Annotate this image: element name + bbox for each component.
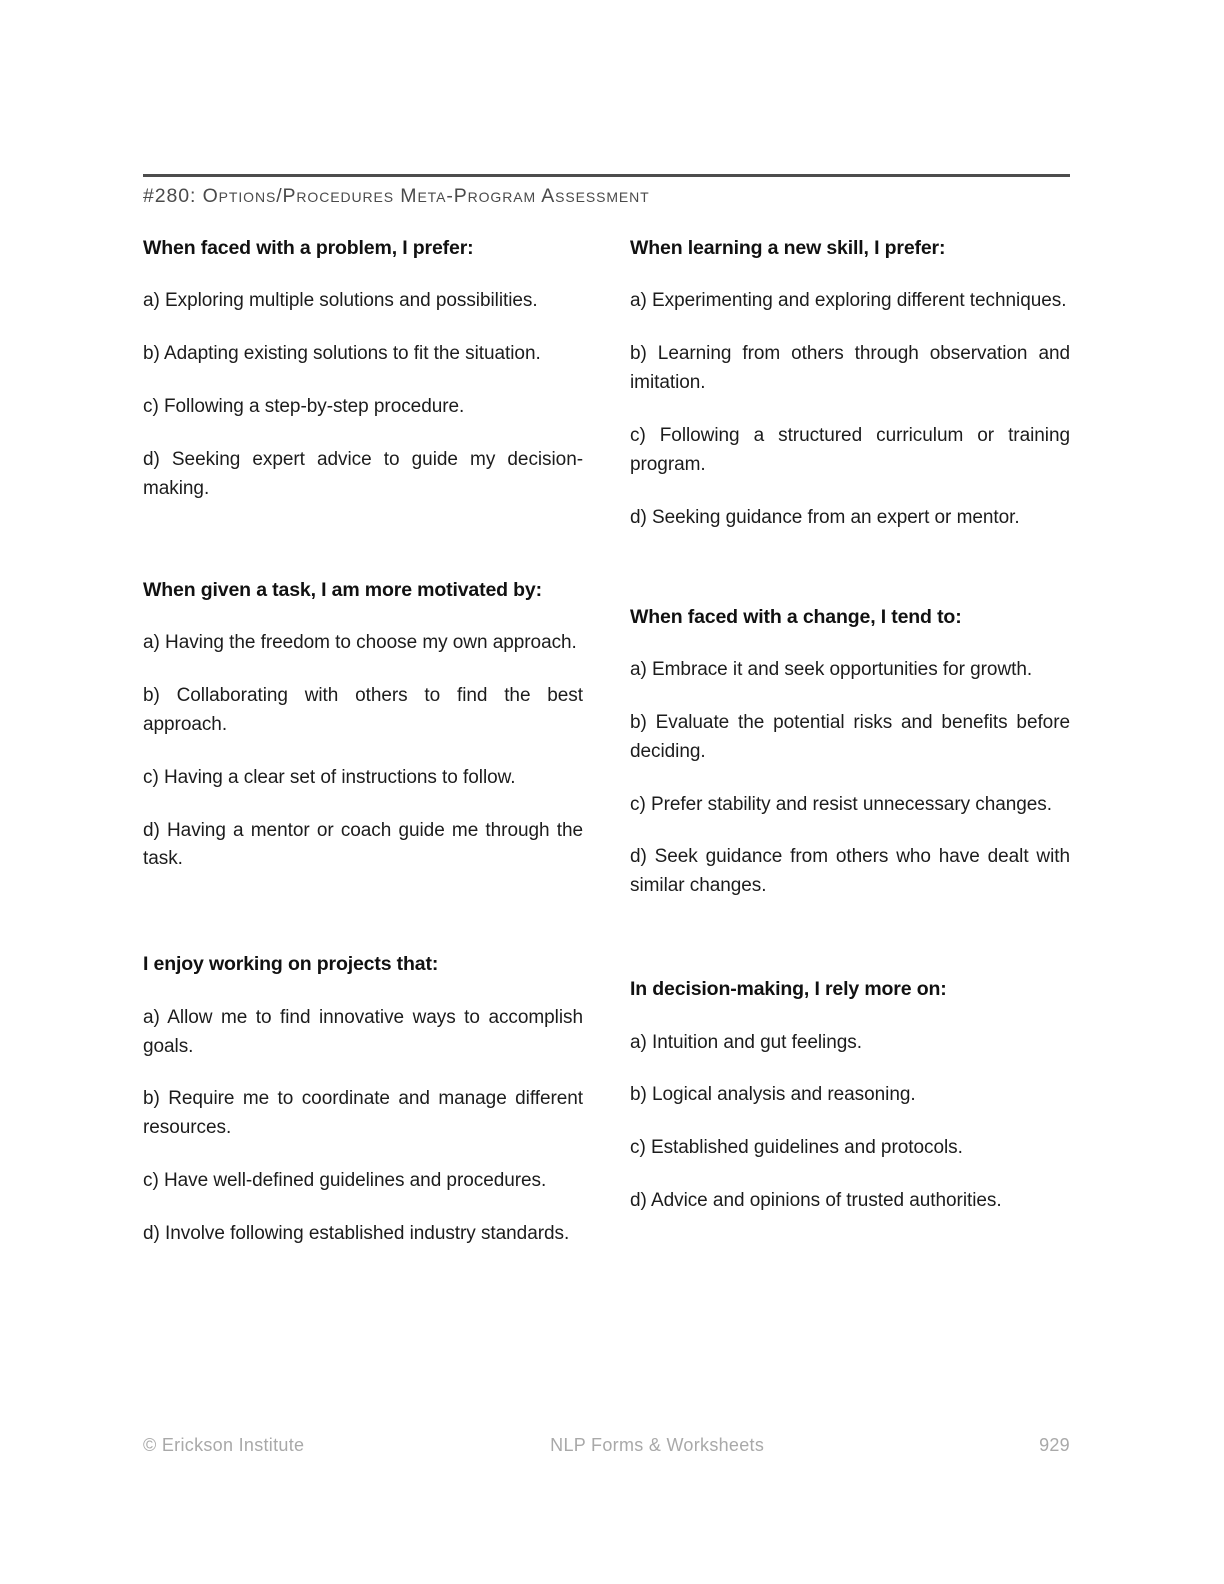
right-column: [630, 236, 1070, 1249]
header-divider-rule: [143, 174, 1070, 177]
question-option: a) Experimenting and exploring different techniques.: [630, 290, 1067, 312]
question-block: [630, 236, 1070, 533]
question-block: [630, 605, 1070, 902]
question-option: a) Having the freedom to choose my own approach.: [143, 632, 577, 654]
question-heading: In decision-making, I rely more on:: [630, 978, 947, 1001]
question-heading: When faced with a change, I tend to:: [630, 605, 962, 628]
question-option: b) Collaborating with others to find the best approach.: [143, 684, 583, 735]
question-option: c) Having a clear set of instructions to follow.: [143, 766, 516, 788]
question-option: b) Require me to coordinate and manage different resources.: [143, 1088, 583, 1139]
question-option: a) Intuition and gut feelings.: [630, 1031, 862, 1053]
question-option: a) Exploring multiple solutions and possibilities.: [143, 290, 538, 312]
question-option: c) Established guidelines and protocols.: [630, 1137, 963, 1159]
left-column: [143, 236, 583, 1249]
question-option: d) Seek guidance from others who have dealt with similar changes.: [630, 846, 1070, 897]
question-option: a) Allow me to find innovative ways to accomplish goals.: [143, 1006, 583, 1057]
question-option: b) Evaluate the potential risks and benefits before deciding.: [630, 711, 1070, 762]
question-heading: When given a task, I am more motivated by:: [143, 578, 542, 601]
question-option: c) Following a step-by-step procedure.: [143, 396, 465, 418]
question-block: [143, 236, 583, 504]
question-option: b) Learning from others through observation and imitation.: [630, 343, 1070, 394]
question-option: d) Seeking guidance from an expert or mentor.: [630, 506, 1020, 528]
question-option: c) Prefer stability and resist unnecessary changes.: [630, 793, 1052, 815]
question-heading: When learning a new skill, I prefer:: [630, 237, 946, 259]
two-column-body: [143, 236, 1070, 1249]
page-footer: [143, 1435, 1070, 1456]
question-heading: When faced with a problem, I prefer:: [143, 237, 474, 259]
question-option: d) Advice and opinions of trusted authorities.: [630, 1190, 1002, 1212]
question-option: b) Adapting existing solutions to fit the situation.: [143, 343, 541, 365]
question-block: [143, 952, 583, 1249]
question-option: d) Involve following established industry standards.: [143, 1223, 570, 1245]
question-option: d) Having a mentor or coach guide me through the task.: [143, 819, 583, 870]
question-option: b) Logical analysis and reasoning.: [630, 1084, 916, 1106]
question-option: c) Have well-defined guidelines and procedures.: [143, 1170, 547, 1192]
footer-page-number: 929: [1039, 1435, 1070, 1455]
question-option: d) Seeking expert advice to guide my decision-making.: [143, 448, 583, 499]
question-heading: I enjoy working on projects that:: [143, 953, 439, 976]
question-block: [143, 578, 583, 875]
page-title: #280: Options/Procedures Meta-Program Assessment: [143, 185, 650, 207]
footer-copyright: © Erickson Institute: [143, 1435, 305, 1455]
footer-document-title: NLP Forms & Worksheets: [550, 1435, 765, 1455]
question-block: [630, 977, 1070, 1216]
question-option: a) Embrace it and seek opportunities for growth.: [630, 658, 1033, 680]
question-option: c) Following a structured curriculum or training program.: [630, 424, 1070, 475]
